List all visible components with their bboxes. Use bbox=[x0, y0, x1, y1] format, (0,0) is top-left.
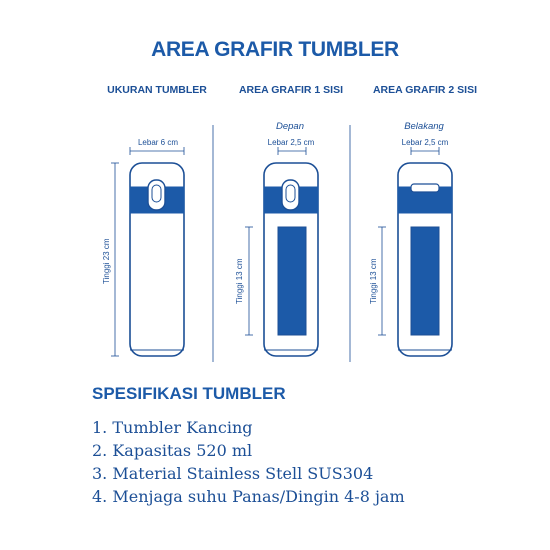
page-title: AREA GRAFIR TUMBLER bbox=[151, 38, 399, 61]
spec-item: 2. Kapasitas 520 ml bbox=[92, 441, 253, 460]
spec-item: 1. Tumbler Kancing bbox=[92, 418, 253, 437]
side-label-front: Depan bbox=[276, 121, 304, 132]
column-heading-2-sisi: AREA GRAFIR 2 SISI bbox=[372, 84, 478, 96]
height-dimension-front bbox=[245, 227, 253, 335]
tumbler-size bbox=[130, 163, 184, 356]
width-dimension-tumbler bbox=[130, 147, 184, 155]
height-label-tumbler: Tinggi 23 cm bbox=[102, 238, 111, 284]
width-label-back: Lebar 2,5 cm bbox=[401, 138, 449, 147]
column-heading-1-sisi: AREA GRAFIR 1 SISI bbox=[238, 84, 344, 96]
engrave-area-front bbox=[278, 227, 306, 335]
height-label-back: Tinggi 13 cm bbox=[369, 258, 378, 304]
spec-title: SPESIFIKASI TUMBLER bbox=[92, 384, 286, 403]
height-dimension-back bbox=[378, 227, 386, 335]
column-heading-ukuran: UKURAN TUMBLER bbox=[107, 84, 207, 96]
height-dimension-tumbler bbox=[111, 163, 119, 356]
engrave-area-back bbox=[411, 227, 439, 335]
spec-item: 3. Material Stainless Stell SUS304 bbox=[92, 464, 374, 483]
width-label-tumbler: Lebar 6 cm bbox=[137, 138, 179, 147]
width-label-front: Lebar 2,5 cm bbox=[267, 138, 315, 147]
spec-item: 4. Menjaga suhu Panas/Dingin 4-8 jam bbox=[92, 487, 405, 506]
width-dimension-back bbox=[411, 147, 439, 155]
width-dimension-front bbox=[278, 147, 306, 155]
side-label-back: Belakang bbox=[404, 121, 444, 132]
height-label-front: Tinggi 13 cm bbox=[235, 258, 244, 304]
